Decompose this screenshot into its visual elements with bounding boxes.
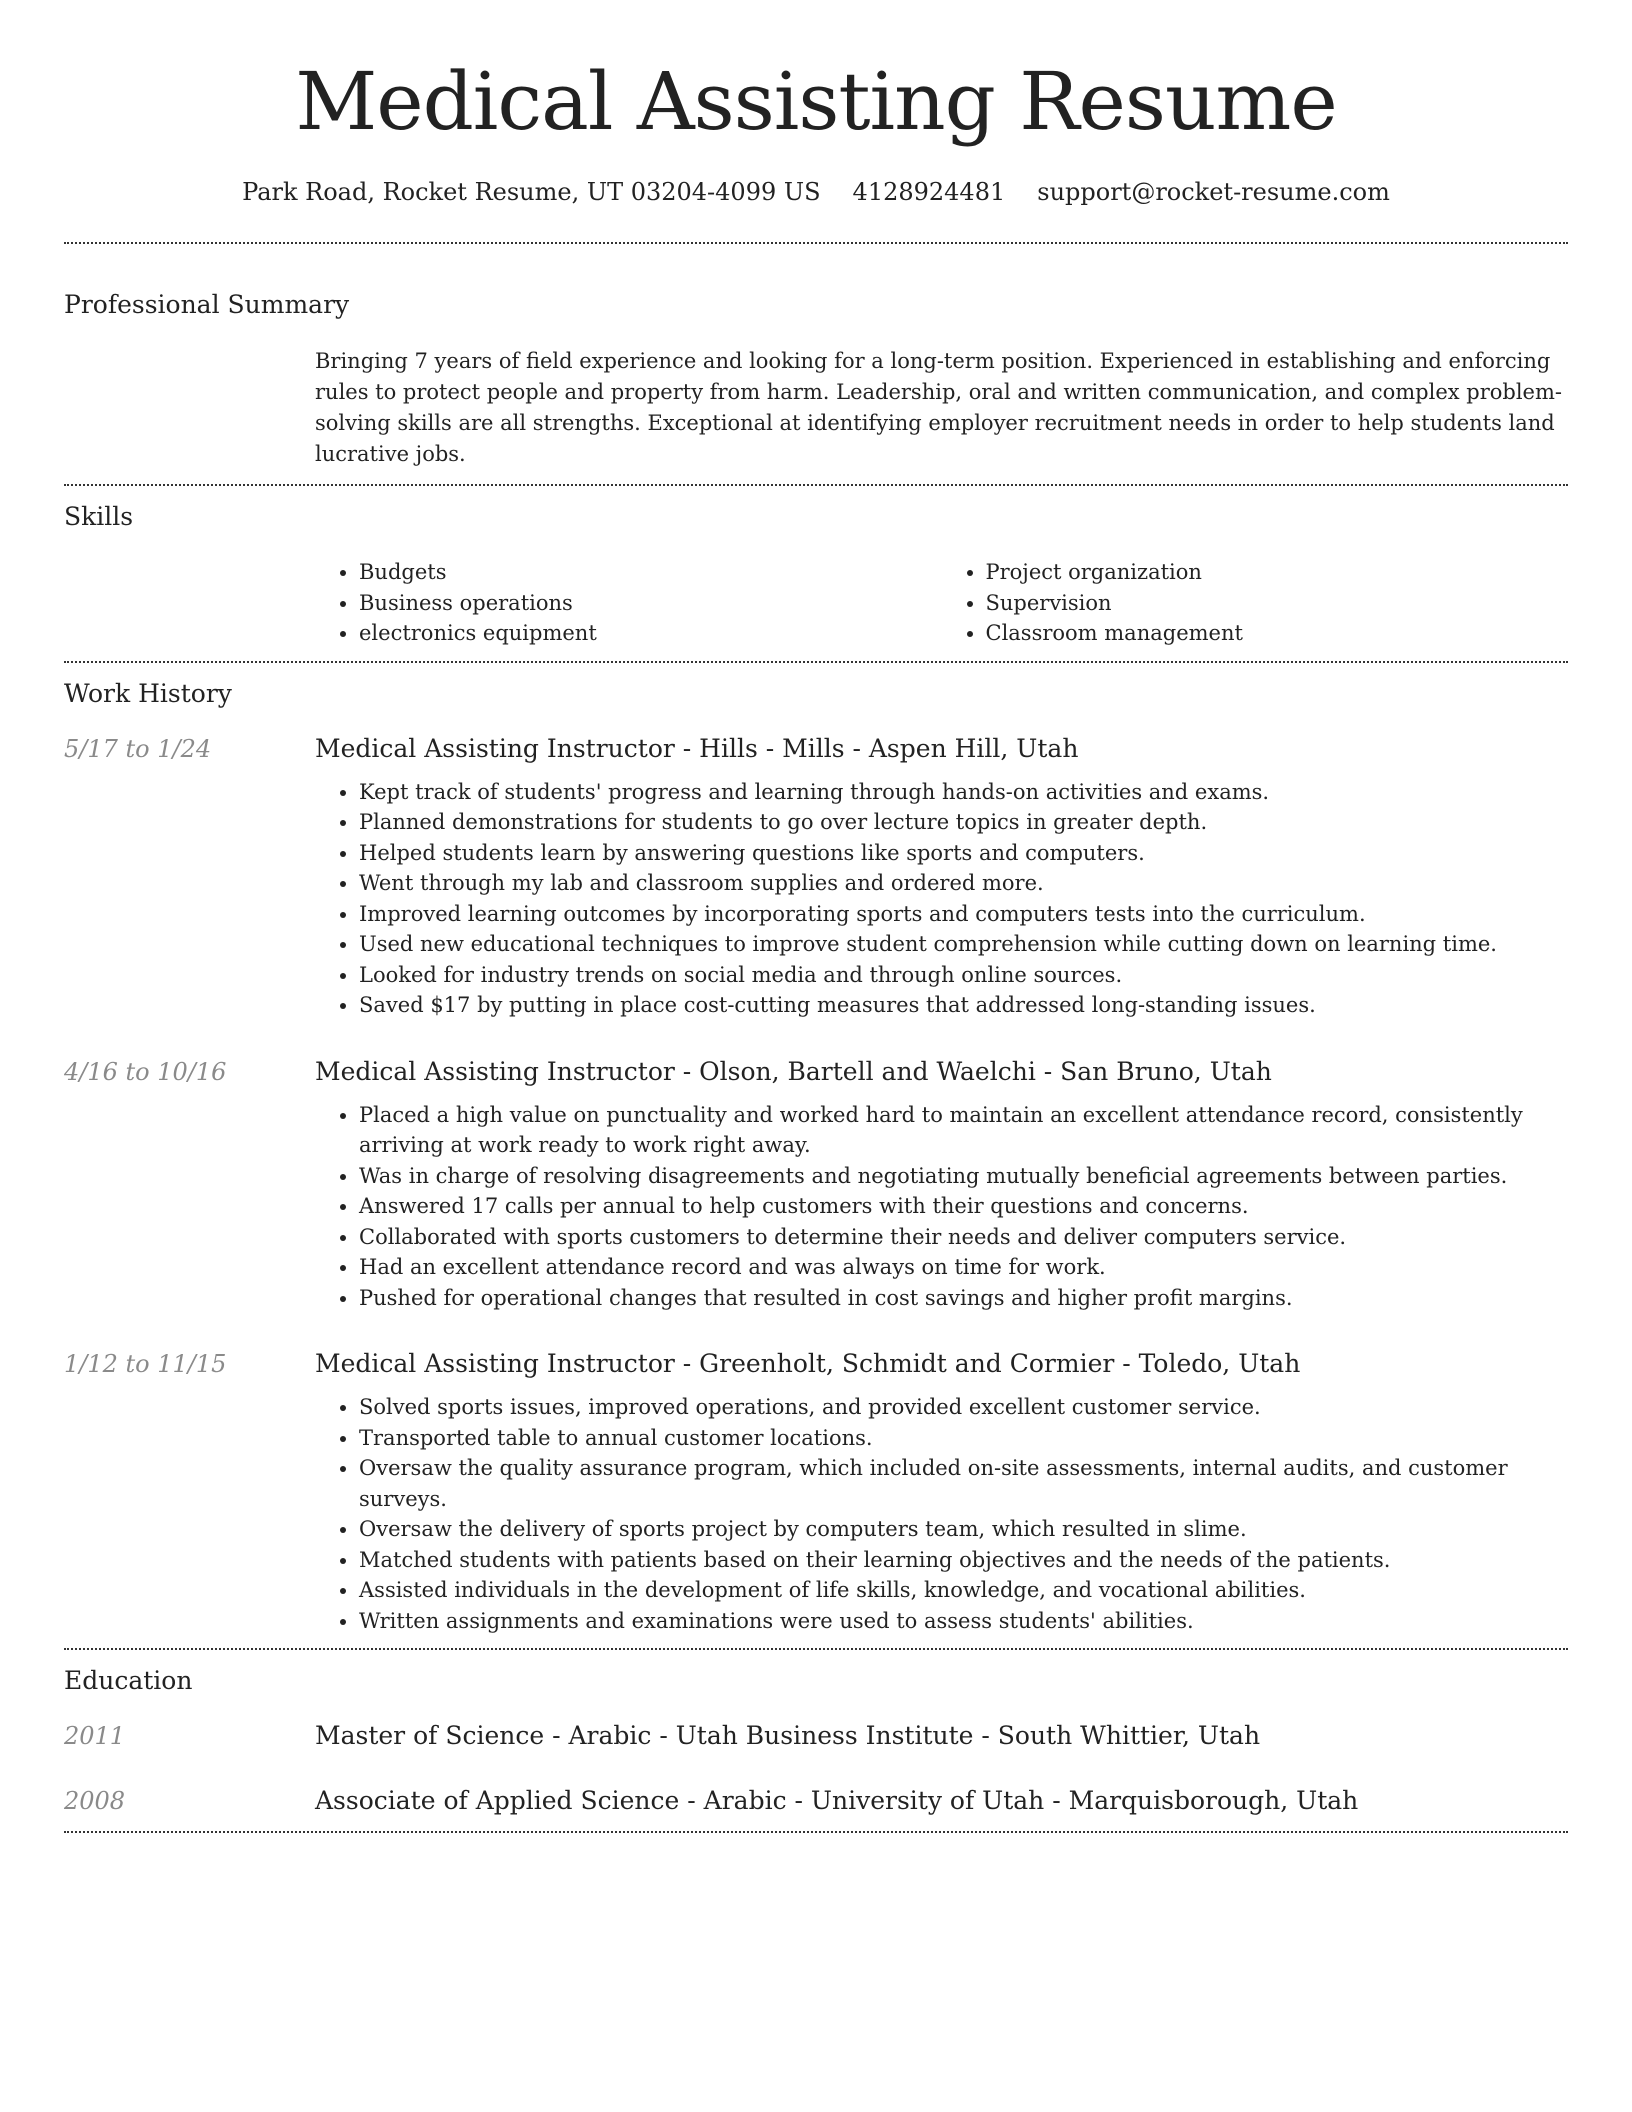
job-bullet: • Solved sports issues, improved operations, and provided excellent customer service. — [359, 1392, 1568, 1423]
work-history-title: Work History — [64, 678, 232, 708]
job-dates: 5/17 to 1/24 — [64, 734, 212, 763]
contact-phone: 4128924481 — [852, 178, 1006, 206]
contact-address: Park Road, Rocket Resume, UT 03204-4099 US — [242, 178, 821, 206]
job-dates: 4/16 to 10/16 — [64, 1057, 227, 1086]
education-title: Education — [64, 1666, 193, 1695]
job-title: Medical Assisting Instructor - Greenholt, Schmidt and Cormier - Toledo, Utah — [315, 1349, 1301, 1378]
skills-title: Skills — [64, 502, 134, 531]
job-bullet: • Answered 17 calls per annual to help customers with their questions and concerns. — [359, 1191, 1568, 1222]
skill-item: • Classroom management — [986, 618, 1569, 649]
job-bullet: • Planned demonstrations for students to go over lecture topics in greater depth. — [359, 807, 1568, 838]
job-bullet: • Written assignments and examinations were used to assess students' abilities. — [359, 1606, 1568, 1637]
skills-section — [64, 486, 1568, 661]
job-bullet: • Looked for industry trends on social media and through online sources. — [359, 960, 1568, 991]
education-year: 2008 — [64, 1787, 126, 1815]
job-entry — [64, 1349, 1568, 1378]
education-entry — [64, 1721, 1568, 1750]
section-divider — [64, 1831, 1568, 1833]
job-bullet: • Helped students learn by answering questions like sports and computers. — [359, 838, 1568, 869]
job-bullet: • Went through my lab and classroom supplies and ordered more. — [359, 868, 1568, 899]
job-entry — [64, 734, 1568, 763]
job-bullet: • Kept track of students' progress and learning through hands-on activities and exams. — [359, 777, 1568, 808]
education-degree: Master of Science - Arabic - Utah Business Institute - South Whittier, Utah — [315, 1721, 1261, 1750]
skills-grid — [315, 557, 1568, 661]
job-bullet: • Assisted individuals in the development of life skills, knowledge, and vocational abilities. — [359, 1575, 1568, 1606]
job-dates: 1/12 to 11/15 — [64, 1350, 227, 1378]
education-year: 2011 — [64, 1722, 126, 1750]
job-bullet: • Matched students with patients based on their learning objectives and the needs of the patients. — [359, 1545, 1568, 1576]
resume-name: Medical Assisting Resume — [295, 55, 1337, 148]
summary-text: Bringing 7 years of field experience and looking for a long-term position. Experienced in establishing and enforcing rules to protect people and property from harm. Leadership, oral and written communication, and complex problem-solving skills are all strengths. Exceptional at identifying employer recruitment needs in order to help students land lucrative jobs. — [315, 349, 1562, 466]
job-bullet: • Used new educational techniques to improve student comprehension while cutting down on learning time. — [359, 929, 1568, 960]
job-bullet: • Saved $17 by putting in place cost-cutting measures that addressed long-standing issues. — [359, 990, 1568, 1021]
job-bullet: • Collaborated with sports customers to determine their needs and deliver computers service. — [359, 1222, 1568, 1253]
contact-line — [64, 178, 1568, 206]
skills-list-left — [315, 557, 942, 649]
job-bullet: • Pushed for operational changes that resulted in cost savings and higher profit margins. — [359, 1283, 1568, 1314]
job-bullet: • Oversaw the quality assurance program, which included on-site assessments, internal audits, and customer surveys. — [359, 1453, 1568, 1514]
skill-item: • Budgets — [359, 557, 942, 588]
skill-item: • electronics equipment — [359, 618, 942, 649]
skill-item: • Supervision — [986, 588, 1569, 619]
job-bullet: • Was in charge of resolving disagreements and negotiating mutually beneficial agreements between parties. — [359, 1161, 1568, 1192]
education-degree: Associate of Applied Science - Arabic - University of Utah - Marquisborough, Utah — [315, 1786, 1359, 1815]
job-bullets — [315, 1392, 1568, 1648]
job-entry — [64, 1057, 1568, 1086]
job-bullet: • Had an excellent attendance record and was always on time for work. — [359, 1252, 1568, 1283]
job-title: Medical Assisting Instructor - Hills - Mills - Aspen Hill, Utah — [315, 733, 1079, 763]
work-history-section — [64, 663, 1568, 1649]
job-bullets — [315, 777, 1568, 1021]
skill-item: • Project organization — [986, 557, 1569, 588]
education-entry — [64, 1786, 1568, 1831]
skill-item: • Business operations — [359, 588, 942, 619]
education-section — [64, 1650, 1568, 1831]
summary-title: Professional Summary — [64, 290, 350, 319]
job-bullet: • Transported table to annual customer locations. — [359, 1423, 1568, 1454]
job-bullets — [315, 1100, 1568, 1314]
job-bullet: • Placed a high value on punctuality and worked hard to maintain an excellent attendance record, consistently arriving at work ready to work right away. — [359, 1100, 1568, 1161]
contact-email: support@rocket-resume.com — [1037, 178, 1390, 206]
job-title: Medical Assisting Instructor - Olson, Bartell and Waelchi - San Bruno, Utah — [315, 1056, 1272, 1086]
job-bullet: • Oversaw the delivery of sports project by computers team, which resulted in slime. — [359, 1514, 1568, 1545]
summary-section — [64, 244, 1568, 484]
job-bullet: • Improved learning outcomes by incorporating sports and computers tests into the curriculum. — [359, 899, 1568, 930]
skills-list-right — [942, 557, 1569, 649]
